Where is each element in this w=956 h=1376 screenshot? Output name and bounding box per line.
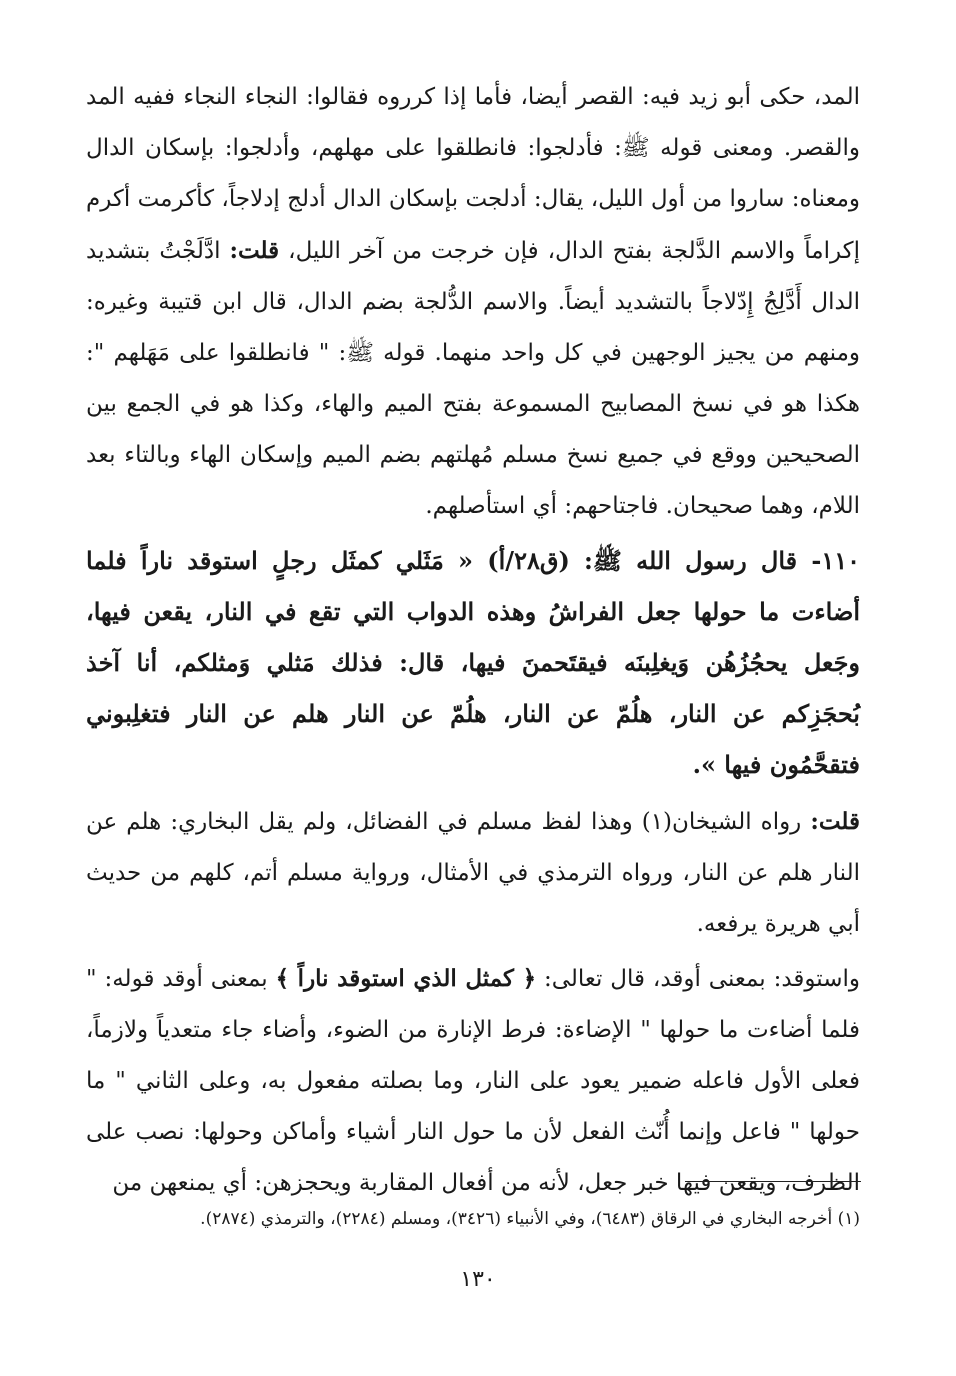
paragraph-1-text: المد، حكى أبو زيد فيه: القصر أيضا، فأما إذا كرروه فقالوا: النجاء النجاء ففيه المد والقصر. ومعنى قوله ﷺ: فأدلجوا: فانطلقوا على مهلهم، وأدلجوا: بإسكان الدال ومعناه: ساروا من أول الليل، يقال: أدلجت بإسكان الدال أدلج إدلاجاً، كأكرمت أكرم إكراماً والاسم الدَّلجة بفتح الدال، فإن خرجت من آخر الليل، [86, 84, 861, 264]
paragraph-1 [86, 72, 860, 532]
page-body [86, 72, 860, 1209]
paragraph-3-text: رواه الشيخان(١) وهذا لفظ مسلم في الفضائل، ولم يقل البخاري: هلم عن النار هلم عن النار، ورواه الترمذي في الأمثال، ورواية مسلم أتم، كلهم من حديث أبي هريرة يرفعه. [86, 809, 860, 937]
qult-label: قلت: [810, 808, 861, 835]
paragraph-3 [86, 796, 860, 950]
paragraph-1-continuation: ادَّلَجْتُ بتشديد الدال أَدَّلِجُ إِدّلاجاً بالتشديد أيضاً. والاسم الدُّلجة بضم الدال، قال ابن قتيبة وغيره: ومنهم من يجيز الوجهين في كل واحد منهما. قوله ﷺ: " فانطلقوا على مَهَلهم ": هكذا هو في نسخ المصابيح المسموعة بفتح الميم والهاء، وكذا هو في الجمع بين الصحيحين ووقع في جميع نسخ مسلم مُهلتهم بضم الميم وإسكان الهاء وبالتاء بعد اللام، وهما صحيحان. فاجتاحهم: أي استأصلهم. [86, 238, 860, 519]
footnote: (١) أخرجه البخاري في الرقاق (٦٤٨٣)، وفي الأنبياء (٣٤٢٦)، ومسلم (٢٢٨٤)، والترمذي (٢٨٧٤). [200, 1209, 860, 1229]
paragraph-4-text-a: واستوقد: بمعنى أوقد، قال تعالى: [543, 966, 860, 992]
page-number: ١٣٠ [460, 1267, 496, 1292]
quran-verse: ﴿ كمثل الذي استوقد ناراً ﴾ [275, 965, 537, 992]
hadith-110: ١١٠- قال رسول الله ﷺ: (ق٢٨/أ) « مَثَلي كمثَل رجلٍ استوقد ناراً فلما أضاءت ما حولها جعل الفراشُ وهذه الدواب التي تقع في النار، يقعن فيها، وجَعل يحجُزُهُن وَيغلِبنَه فيقتَحمنَ فيها، قال: فذلك مَثلي وَمثلكم، أنا آخذ بُحجَزِكم عن النار، هلُمّ عن النار، هلُمّ عن النار هلم عن النار فتغلِبوني فتقحَّمُون فيها ». [86, 546, 860, 779]
qult-label: قلت: [229, 237, 280, 264]
footnote-divider [685, 1181, 861, 1182]
paragraph-4 [86, 953, 860, 1209]
paragraph-4-text-b: بمعنى أوقد قوله: " فلما أضاءت ما حولها " الإضاءة: فرط الإنارة من الضوء، وأضاء جاء متعدياً ولازماً، فعلى الأول فاعله ضمير يعود على النار، وما بصلته مفعول به، وعلى الثاني " ما حولها " فاعل وإنما أُنّث الفعل لأن ما حول النار أشياء وأماكن وحولها: نصب على الظرف، ويقعن فيها خبر جعل، لأنه من أفعال المقاربة ويحجزهن: أي يمنعهن من [86, 966, 861, 1196]
